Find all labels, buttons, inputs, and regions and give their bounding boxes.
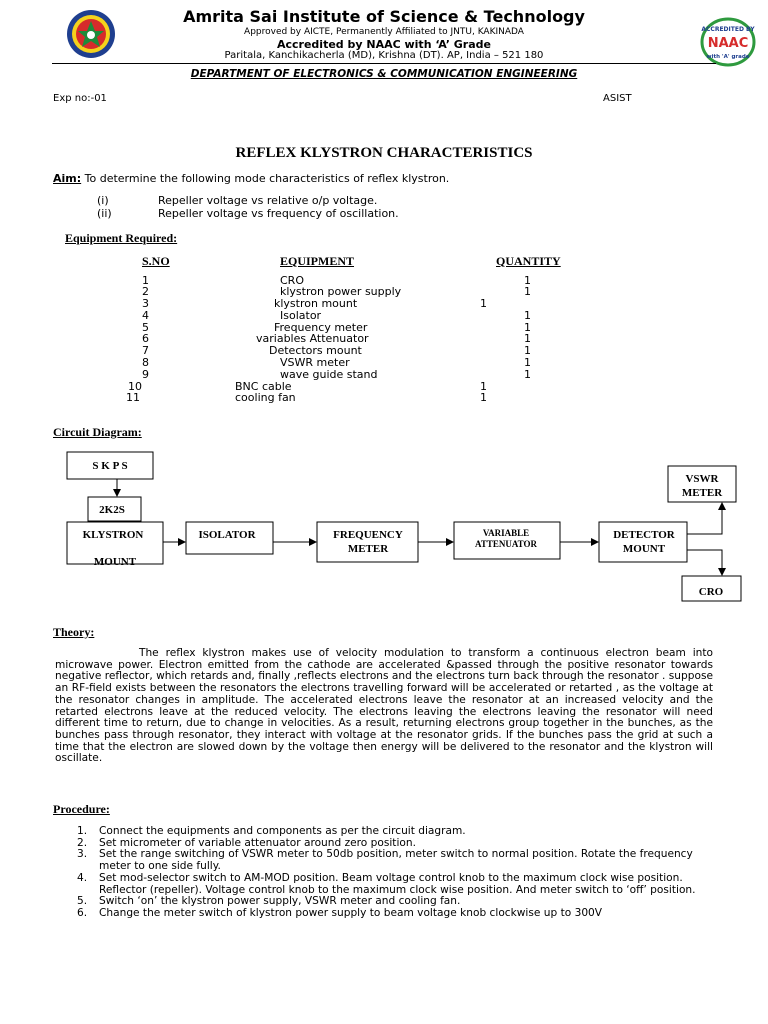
row-sno: 8 (142, 356, 149, 369)
row-equipment: VSWR meter (280, 356, 350, 369)
procedure-step (55, 908, 715, 920)
row-equipment: CRO (280, 274, 304, 287)
row-quantity: 1 (524, 321, 531, 334)
row-quantity: 1 (524, 368, 531, 381)
row-quantity: 1 (524, 274, 531, 287)
aim-item-text: Repeller voltage vs relative o/p voltage. (158, 194, 378, 207)
aim-label: Aim: (53, 172, 82, 185)
column-header-equipment: EQUIPMENT (280, 254, 355, 268)
aim-item-text: Repeller voltage vs frequency of oscillation. (158, 207, 399, 220)
circuit-diagram (0, 440, 768, 610)
row-sno: 1 (142, 274, 149, 287)
row-sno: 2 (142, 285, 149, 298)
row-quantity: 1 (524, 309, 531, 322)
department-name: DEPARTMENT OF ELECTRONICS & COMMUNICATION ENGINEERING (190, 68, 578, 80)
step-text: Set mod-selector switch to AM-MOD position. Beam voltage control knob to the maximum clock wise position. Reflector (repeller). Voltage control knob to the maximum clock wise position. And meter switch to ‘off’ position. (99, 871, 696, 896)
step-number: 1. (77, 825, 88, 837)
row-sno: 6 (142, 332, 149, 345)
vswr-meter-label: METER (681, 487, 723, 499)
institution-name: Amrita Sai Institute of Science & Technology (183, 7, 585, 26)
isolator-label: ISOLATOR (198, 529, 256, 541)
step-text: Set the range switching of VSWR meter to 50db position, meter switch to normal position. Rotate the frequency meter to one side fully. (99, 848, 693, 873)
theory-heading: Theory: (53, 625, 95, 639)
naac-top-text: ACCREDITED BY (701, 26, 755, 33)
theory-paragraph (55, 648, 713, 765)
attenuator-label: ATTENUATOR (474, 539, 538, 549)
row-quantity: 1 (524, 332, 531, 345)
detector-mount-box (599, 522, 687, 562)
document-title: REFLEX KLYSTRON CHARACTERISTICS (235, 145, 533, 161)
step-number: 5. (77, 895, 88, 908)
step-number: 3. (77, 848, 88, 861)
step-text: Change the meter switch of klystron power supply to beam voltage knob clockwise up to 300V (99, 906, 603, 919)
row-quantity: 1 (480, 391, 487, 404)
column-header-quantity: QUANTITY (496, 254, 561, 268)
theory-text: The reflex klystron makes use of velocity modulation to transform a continuous electron beam into microwave power. Electron emitted from the cathode are accelerated &passed through the positive resonator towards negative reflector, which retards and, finally ,reflects electrons and the electrons turn back through the resonator . suppose an RF-field exists between the resonators the electrons travelling forward will be accelerated or retarted , as the voltage at the resonator changes in amplitude. The accelerated electrons leave the resonator at an increased velocity and the retarted electrons leave at the reduced velocity. The electrons leaving the electrons leaving the resonator will need different time to return, due to change in velocities. As a result, returning electrons group together in the bunches, as the bunches pass through resonator, they interact with voltage at the resonator grids. If the bunches pass the grid at such a time that the electron are slowed down by the voltage then energy will be delivered to the resonator and the klystron will oscillate. (55, 647, 713, 765)
procedure-list (55, 826, 715, 920)
detector-mount-label: MOUNT (622, 543, 666, 555)
row-quantity: 1 (480, 297, 487, 310)
naac-bottom-text: with 'A' grade (706, 54, 750, 60)
vswr-label: VSWR (685, 473, 719, 485)
frequency-meter-box (317, 522, 418, 562)
circuit-heading: Circuit Diagram: (53, 425, 142, 439)
column-header-sno: S.NO (142, 254, 170, 268)
address-line: Paritala, Kanchikacherla (MD), Krishna (DT). AP, India – 521 180 (224, 50, 544, 61)
row-quantity: 1 (524, 356, 531, 369)
skps-label: S K P S (92, 460, 128, 472)
row-equipment: klystron mount (274, 297, 358, 310)
row-sno: 10 (128, 380, 142, 393)
procedure-heading: Procedure: (53, 802, 110, 816)
procedure-step (55, 873, 715, 896)
procedure-step (55, 849, 715, 872)
naac-main-text: NAAC (707, 36, 749, 51)
row-equipment: Detectors mount (269, 344, 362, 357)
row-quantity: 1 (480, 380, 487, 393)
step-text: Connect the equipments and components as per the circuit diagram. (99, 825, 466, 837)
row-sno: 3 (142, 297, 149, 310)
row-sno: 7 (142, 344, 149, 357)
row-sno: 9 (142, 368, 149, 381)
row-equipment: wave guide stand (280, 368, 378, 381)
step-number: 4. (77, 871, 88, 884)
row-sno: 4 (142, 309, 149, 322)
org-code: ASIST (603, 93, 632, 104)
aim-text: To determine the following mode characteristics of reflex klystron. (81, 172, 450, 185)
row-equipment: BNC cable (235, 380, 292, 393)
naac-logo (700, 17, 756, 67)
step-text: Set micrometer of variable attenuator around zero position. (99, 836, 416, 849)
accreditation-line: Accredited by NAAC with ‘A’ Grade (276, 38, 491, 51)
variable-label: VARIABLE (482, 528, 530, 538)
2k2s-label: 2K2S (99, 504, 125, 516)
klystron-label: KLYSTRON (82, 529, 144, 541)
row-sno: 11 (126, 391, 140, 404)
row-equipment: variables Attenuator (256, 332, 369, 345)
meter-label: METER (347, 543, 389, 555)
row-equipment: Isolator (280, 309, 322, 322)
step-text: Switch ‘on’ the klystron power supply, VSWR meter and cooling fan. (99, 895, 461, 908)
aim-item-num: (ii) (97, 207, 112, 220)
klystron-mount-label: MOUNT (93, 556, 137, 568)
detector-to-cro-connector (687, 550, 722, 575)
row-sno: 5 (142, 321, 149, 334)
frequency-label: FREQUENCY (333, 529, 403, 541)
cro-label: CRO (698, 586, 724, 598)
row-quantity: 1 (524, 285, 531, 298)
approval-line: Approved by AICTE, Permanently Affiliated to JNTU, KAKINADA (244, 27, 524, 37)
aim-line (53, 172, 449, 185)
row-quantity: 1 (524, 344, 531, 357)
step-number: 6. (77, 906, 88, 919)
header-divider (52, 63, 716, 64)
aim-item-num: (i) (97, 194, 109, 207)
experiment-number: Exp no:-01 (53, 93, 107, 104)
row-equipment: klystron power supply (280, 285, 402, 298)
detector-label: DETECTOR (613, 529, 675, 541)
row-equipment: Frequency meter (274, 321, 368, 334)
equipment-heading: Equipment Required: (65, 231, 178, 245)
row-equipment: cooling fan (235, 391, 296, 404)
detector-to-vswr-connector (687, 503, 722, 534)
step-number: 2. (77, 836, 88, 849)
